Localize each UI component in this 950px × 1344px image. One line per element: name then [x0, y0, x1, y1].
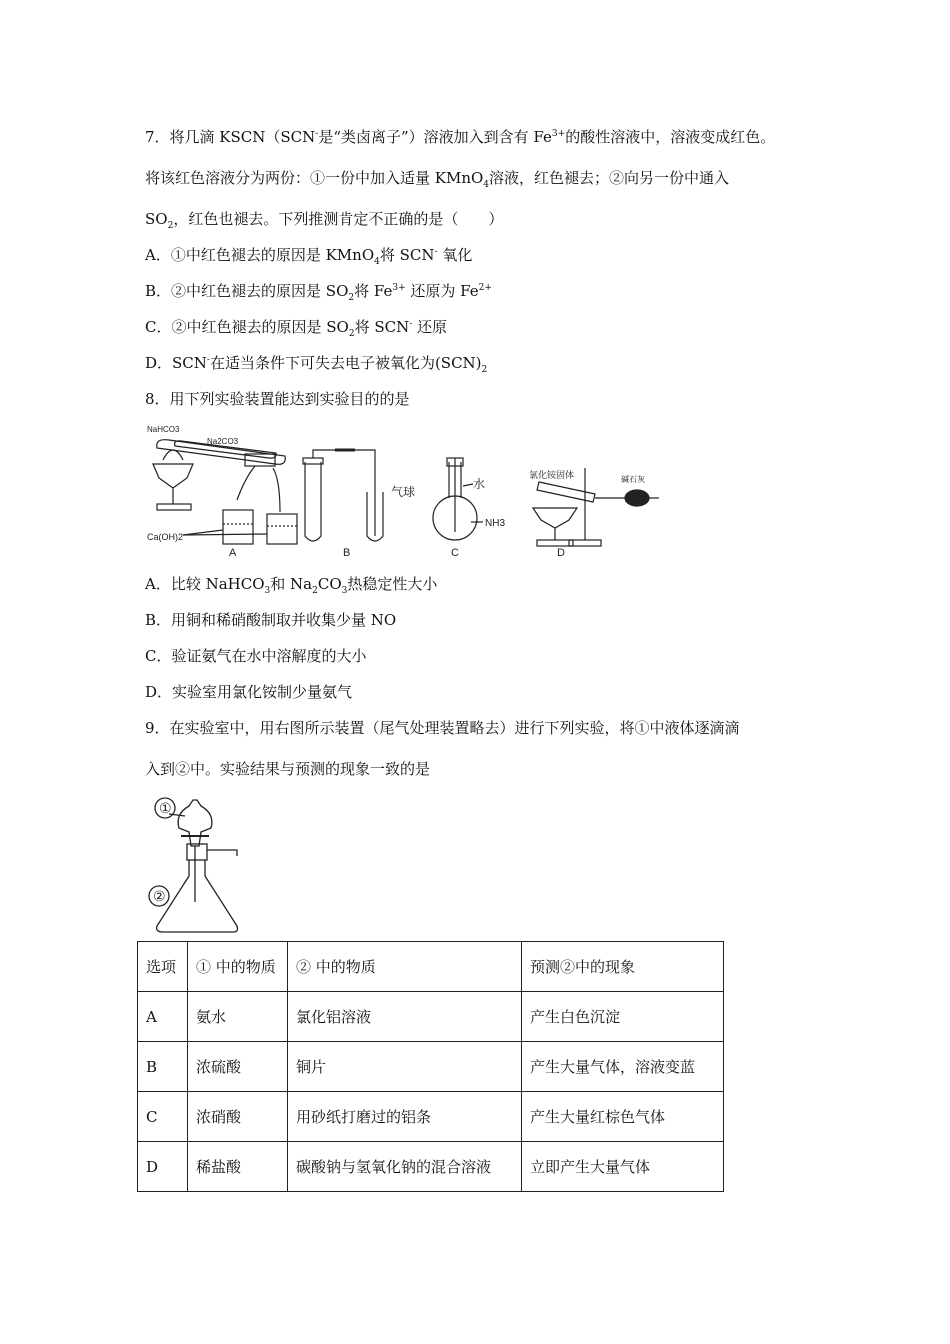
q8-option-d: D．实验室用氯化铵制少量氨气 [145, 683, 353, 701]
q7-option-b [145, 281, 492, 301]
table-row [138, 992, 724, 1042]
table-cell: B [138, 1042, 188, 1092]
apparatus-a-drawing [153, 440, 297, 544]
label-soda-lime: 碱石灰 [621, 475, 645, 484]
table-cell: 立即产生大量气体 [522, 1142, 724, 1192]
lamp-base-a [157, 504, 191, 510]
label-balloon: 气球 [391, 485, 416, 499]
table-cell: 氯化铝溶液 [288, 992, 522, 1042]
superscript: 3+ [392, 283, 406, 293]
q7-stem-line-3 [145, 209, 503, 229]
table-cell: 浓硫酸 [188, 1042, 288, 1092]
leader-water [463, 484, 473, 486]
text: 的酸性溶液中，溶液变成红色。 [565, 128, 776, 146]
q9-options-table [137, 941, 724, 1192]
drying-tube-d [625, 490, 649, 506]
subscript: 3 [341, 586, 348, 596]
stand-base-d [569, 540, 601, 546]
text: A．比较 NaHCO [145, 575, 265, 593]
alcohol-lamp-a [153, 464, 193, 488]
table-cell: 浓硝酸 [188, 1092, 288, 1142]
label-nh4cl: 氯化铵固体 [529, 470, 575, 480]
q8-option-c: C．验证氨气在水中溶解度的大小 [145, 647, 367, 665]
text: 7．将几滴 KSCN（SCN [145, 128, 316, 146]
text: 将该红色溶液分为两份：①一份中加入适量 KMnO [145, 169, 484, 187]
text: SO [145, 210, 168, 228]
label-one: ① [159, 800, 172, 816]
label-b: B [343, 547, 351, 559]
text: A．①中红色褪去的原因是 KMnO [145, 246, 375, 264]
text: 氧化 [437, 246, 473, 264]
label-na2co3: Na2CO3 [207, 437, 239, 446]
table-cell: A [138, 992, 188, 1042]
text: 还原 [412, 318, 448, 336]
q8-option-b: B．用铜和稀硝酸制取并收集少量 NO [145, 611, 397, 629]
apparatus-c-drawing [433, 458, 486, 540]
label-caoh2: Ca(OH)2 [147, 532, 184, 542]
text: 是“类卤离子”）溶液加入到含有 Fe [318, 128, 552, 146]
q7-option-d [145, 353, 487, 373]
superscript: - [434, 247, 438, 257]
table-cell: C [138, 1092, 188, 1142]
table-cell: 产生白色沉淀 [522, 992, 724, 1042]
subscript: 2 [312, 586, 318, 596]
table-cell: 稀盐酸 [188, 1142, 288, 1192]
table-row [138, 1142, 724, 1192]
table-cell: 用砂纸打磨过的铝条 [288, 1092, 522, 1142]
test-tube-b [305, 462, 321, 541]
q7-stem-line-2 [145, 168, 729, 188]
text: 溶液，红色褪去；②向另一份中通入 [489, 169, 730, 187]
label-d: D [557, 547, 565, 559]
leader-line-a2 [183, 534, 267, 535]
q9-apparatus-figure [145, 792, 245, 938]
superscript: - [409, 319, 413, 329]
q8-option-a [145, 574, 437, 594]
side-tube [207, 850, 237, 856]
subscript: 2 [348, 293, 355, 303]
subscript: 3 [264, 586, 271, 596]
delivery-tube-b [313, 450, 375, 536]
separatory-funnel [178, 800, 212, 846]
text: D．SCN [145, 354, 207, 372]
table-cell: 氨水 [188, 992, 288, 1042]
header-cell: 选项 [138, 942, 188, 992]
text: C．②中红色褪去的原因是 SO [145, 318, 349, 336]
table-cell: D [138, 1142, 188, 1192]
q8-stem: 8．用下列实验装置能达到实验目的的是 [145, 390, 410, 408]
superscript: - [315, 129, 319, 139]
q9-stem-line-2: 入到②中。实验结果与预测的现象一致的是 [145, 760, 431, 778]
text: 和 Na [270, 575, 313, 593]
table-cell: 产生大量红棕色气体 [522, 1092, 724, 1142]
header-cell: ① 中的物质 [188, 942, 288, 992]
table-row [138, 1042, 724, 1092]
q7-option-c [145, 317, 447, 337]
label-nahco3: NaHCO3 [147, 425, 180, 434]
label-nh3: NH3 [485, 518, 506, 529]
text: 热稳定性大小 [347, 575, 438, 593]
header-cell: ② 中的物质 [288, 942, 522, 992]
q7-option-a [145, 245, 472, 265]
label-a: A [229, 547, 237, 559]
header-cell: 预测②中的现象 [522, 942, 724, 992]
beaker-a2 [267, 514, 297, 544]
label-two: ② [153, 888, 166, 904]
text: ，红色也褪去。下列推测肯定不正确的是（ ） [173, 210, 504, 228]
beaker-a1 [223, 510, 253, 544]
subscript: 2 [167, 221, 174, 231]
text: 在适当条件下可失去电子被氧化为(SCN) [209, 354, 482, 372]
table-cell: 碳酸钠与氢氧化钠的混合溶液 [288, 1142, 522, 1192]
text: 将 Fe [354, 282, 393, 300]
text: 将 SCN [354, 318, 410, 336]
delivery-tube-a1 [237, 466, 255, 500]
text: 将 SCN [379, 246, 435, 264]
text: 还原为 Fe [405, 282, 479, 300]
apparatus-b-drawing [303, 450, 383, 541]
superscript: 3+ [551, 129, 566, 139]
table-header-row [138, 942, 724, 992]
subscript: 4 [374, 257, 380, 267]
superscript: - [206, 355, 210, 365]
subscript: 2 [481, 365, 488, 375]
test-tube-d [537, 482, 595, 502]
table-row [138, 1092, 724, 1142]
superscript: 2+ [478, 283, 492, 293]
q8-apparatus-figure [145, 420, 660, 562]
q7-stem-line-1 [145, 127, 775, 147]
text: CO [317, 575, 342, 593]
delivery-tube-a2 [273, 468, 280, 512]
lamp-base-d [537, 540, 573, 546]
label-c: C [451, 547, 459, 559]
alcohol-lamp-d [533, 508, 577, 528]
q9-stem-line-1: 9．在实验室中，用右图所示装置（尾气处理装置略去）进行下列实验，将①中液体逐滴滴 [145, 719, 740, 737]
stopper-b [303, 458, 323, 464]
text: B．②中红色褪去的原因是 SO [145, 282, 349, 300]
label-water: 水 [473, 477, 486, 491]
subscript: 4 [483, 180, 490, 190]
table-cell: 产生大量气体，溶液变蓝 [522, 1042, 724, 1092]
subscript: 2 [348, 329, 355, 339]
table-cell: 铜片 [288, 1042, 522, 1092]
